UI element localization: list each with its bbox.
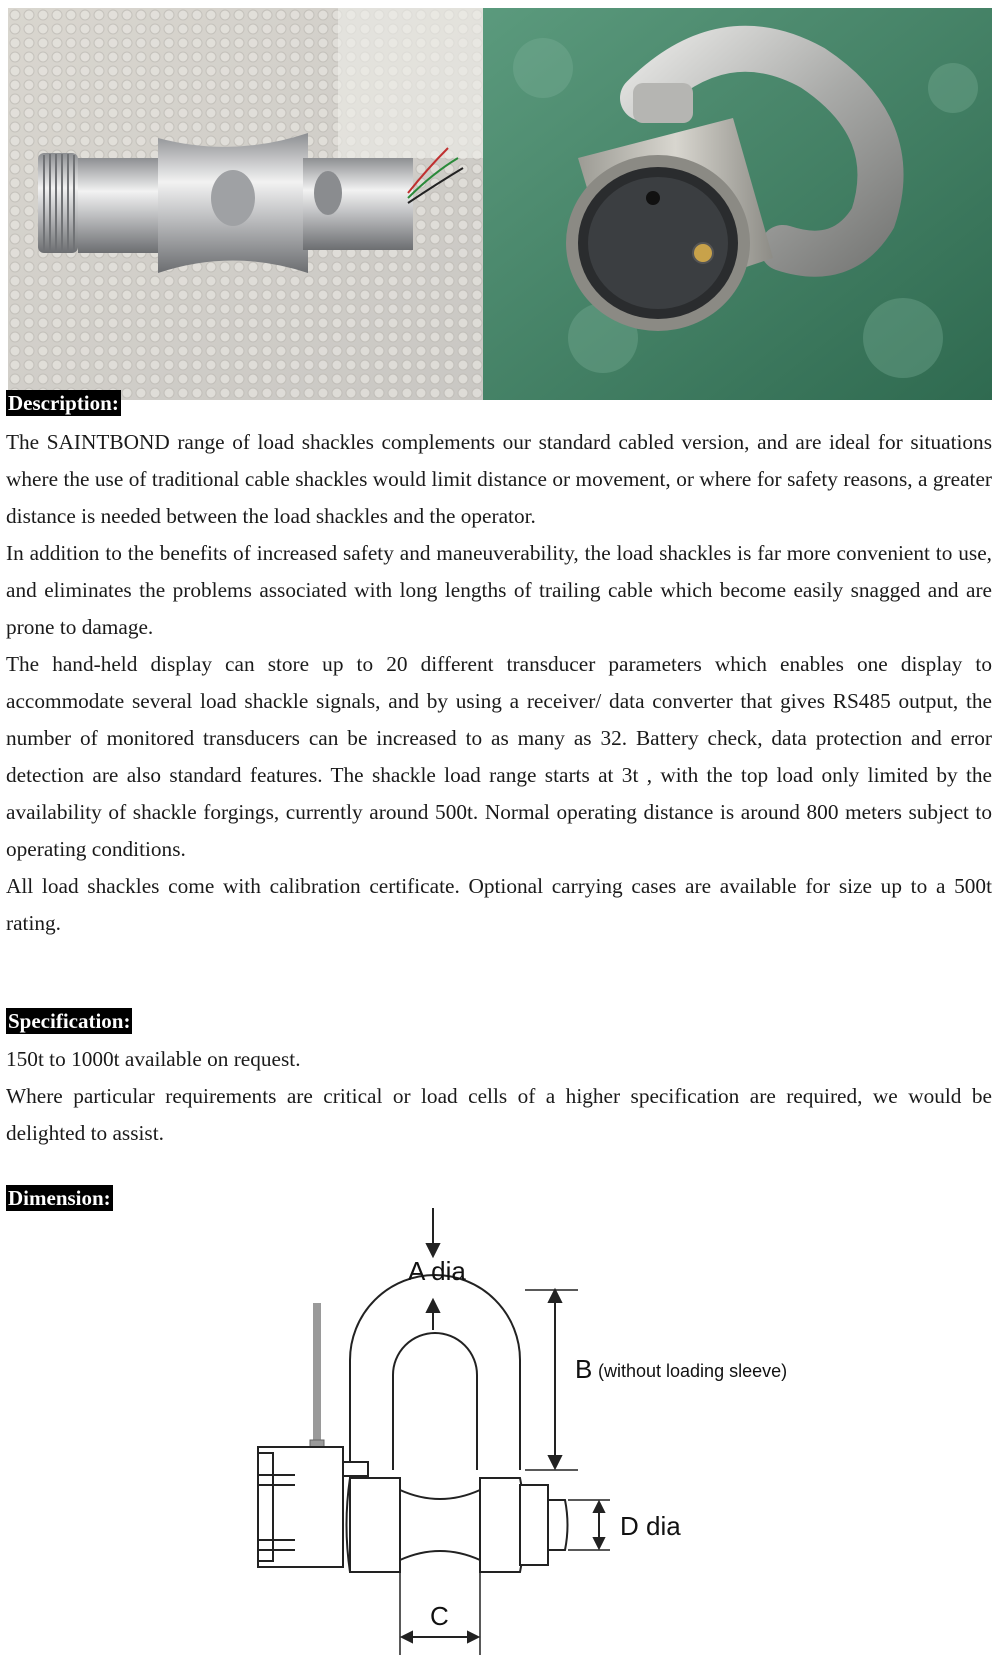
specification-heading: Specification: bbox=[8, 1009, 131, 1033]
description-paragraph: In addition to the benefits of increased safety and maneuverability, the load shackles is far more convenient to use, and eliminates the problems associated with long lengths of trailing cable which become easily snagged and are prone to damage. bbox=[6, 541, 992, 639]
dimension-heading: Dimension: bbox=[8, 1186, 111, 1210]
wireless-shackle-image bbox=[483, 8, 992, 400]
antenna-icon bbox=[313, 1303, 321, 1443]
product-photos bbox=[8, 8, 992, 400]
photo-load-pin bbox=[8, 8, 483, 400]
photo-wireless-shackle bbox=[483, 8, 992, 400]
description-body bbox=[6, 424, 992, 942]
description-paragraph: All load shackles come with calibration certificate. Optional carrying cases are available for size up to a 500t rating. bbox=[6, 874, 992, 935]
label-d-dia: D dia bbox=[620, 1511, 681, 1541]
description-paragraph: The SAINTBOND range of load shackles complements our standard cabled version, and are ideal for situations where the use of traditional cable shackles would limit distance or movement, or where for safety reasons, a greater distance is needed between the load shackles and the operator. bbox=[6, 430, 992, 528]
dimension-diagram bbox=[0, 1200, 1000, 1658]
label-b-note: (without loading sleeve) bbox=[598, 1361, 788, 1381]
label-a-dia: A dia bbox=[408, 1256, 466, 1286]
specification-body bbox=[6, 1041, 992, 1152]
specification-paragraph: 150t to 1000t available on request. bbox=[6, 1047, 301, 1071]
load-pin-image bbox=[8, 8, 483, 400]
description-paragraph: The hand-held display can store up to 20 different transducer parameters which enables one display to accommodate several load shackle signals, and by using a receiver/ data converter that gives RS485 output, the number of monitored transducers can be increased to as many as 32. Battery check, data protection and error detection are also standard features. The shackle load range starts at 3t , with the top load only limited by the availability of shackle forgings, currently around 500t. Normal operating distance is around 800 meters subject to operating conditions. bbox=[6, 652, 992, 861]
label-b: B bbox=[575, 1354, 593, 1384]
label-c: C bbox=[430, 1601, 449, 1631]
specification-paragraph: Where particular requirements are critical or load cells of a higher specification are required, we would be delighted to assist. bbox=[6, 1084, 992, 1145]
description-heading: Description: bbox=[8, 391, 119, 415]
